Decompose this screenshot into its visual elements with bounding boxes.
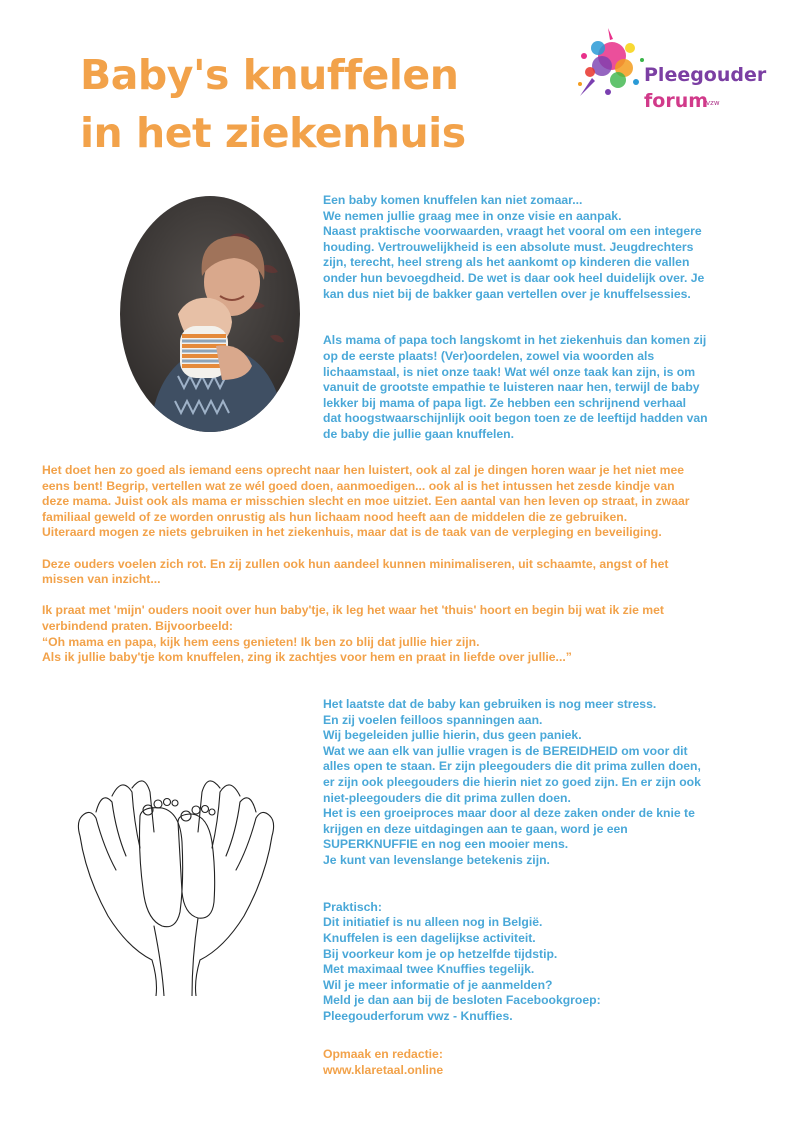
practical-line: Meld je dan aan bij de besloten Facebookgroep: bbox=[323, 993, 601, 1008]
closing-line: Het is een groeiproces maar door al deze zaken onder de knie te bbox=[323, 806, 695, 821]
middle-line: eens bent! Begrip, vertellen wat ze wél goed doen, aanmoedigen... ook al is het intussen het zesde kindje van bbox=[42, 478, 675, 493]
credits bbox=[323, 1047, 443, 1078]
middle-line: familiaal geweld of ze worden onrustig als hun lichaam nood heeft aan de middelen die ze gebruiken. bbox=[42, 509, 628, 524]
closing-line: niet-pleegouders die dit prima zullen doen. bbox=[323, 790, 571, 805]
intro-line: houding. Vertrouwelijkheid is een absolute must. Jeugdrechters bbox=[323, 239, 694, 254]
hands-holding-baby-feet-illustration bbox=[76, 776, 276, 996]
closing-line: alles open te staan. Er zijn pleegouders die dit prima zullen doen, bbox=[323, 759, 701, 774]
practical-line: Dit initiatief is nu alleen nog in België. bbox=[323, 915, 543, 930]
intro-line: de baby die jullie gaan knuffelen. bbox=[323, 426, 514, 441]
practical-line: Wil je meer informatie of je aanmelden? bbox=[323, 977, 553, 992]
middle-line: missen van inzicht... bbox=[42, 572, 161, 587]
closing-line: Je kunt van levenslange betekenis zijn. bbox=[323, 852, 550, 867]
paint-splash-icon bbox=[572, 26, 652, 122]
middle-line: verbindend praten. Bijvoorbeeld: bbox=[42, 618, 233, 633]
intro-line: kan dus niet bij de bakker gaan vertellen over je knuffelsessies. bbox=[323, 286, 691, 301]
logo-text-forum: forum bbox=[644, 90, 709, 112]
closing-line: SUPERKNUFFIE en nog een mooier mens. bbox=[323, 837, 569, 852]
closing-text bbox=[323, 697, 701, 1024]
closing-line: Wij begeleiden jullie hierin, dus geen paniek. bbox=[323, 728, 582, 743]
middle-line: deze mama. Juist ook als mama er misschien slecht en moe uitziet. Een aantal van hen leven op straat, in zwaar bbox=[42, 494, 690, 509]
intro-line: dat hoogstwaarschijnlijk ooit begon toen ze de leeftijd hadden van bbox=[323, 411, 708, 426]
intro-line: op de eerste plaats! (Ver)oordelen, zowel via woorden als bbox=[323, 348, 655, 363]
logo-text-pleegouder: Pleegouder bbox=[644, 64, 767, 86]
closing-line: Wat we aan elk van jullie vragen is de BEREIDHEID om voor dit bbox=[323, 743, 688, 758]
intro-line: Een baby komen knuffelen kan niet zomaar... bbox=[323, 193, 583, 207]
intro-line: We nemen jullie graag mee in onze visie en aanpak. bbox=[323, 208, 622, 223]
closing-line: En zij voelen feilloos spanningen aan. bbox=[323, 712, 543, 727]
quote-line: Als ik jullie baby'tje kom knuffelen, zing ik zachtjes voor hem en praat in liefde over jullie...” bbox=[42, 650, 572, 665]
credits-heading: Opmaak en redactie: bbox=[323, 1047, 443, 1061]
intro-line: Naast praktische voorwaarden, vraagt het vooral om een integere bbox=[323, 224, 702, 239]
practical-line: Met maximaal twee Knuffies tegelijk. bbox=[323, 962, 535, 977]
intro-line: lekker bij mama of papa ligt. Ze hebben een schrijnend verhaal bbox=[323, 395, 687, 410]
practical-line: Bij voorkeur kom je op hetzelfde tijdstip. bbox=[323, 946, 558, 961]
title-line-2: in het ziekenhuis bbox=[80, 109, 466, 157]
practical-heading: Praktisch: bbox=[323, 899, 382, 914]
intro-line: lichaamstaal, is niet onze taak! Wat wél onze taak kan zijn, is om bbox=[323, 364, 696, 379]
credits-url: www.klaretaal.online bbox=[323, 1062, 444, 1077]
intro-line: onder hun bevoegdheid. De wet is daar ook heel duidelijk over. Je bbox=[323, 270, 705, 285]
intro-line: Als mama of papa toch langskomt in het ziekenhuis dan komen zij bbox=[323, 333, 707, 348]
closing-line: er zijn ook pleegouders die hierin niet zo goed zijn. En er zijn ook bbox=[323, 774, 701, 789]
page-title bbox=[80, 46, 466, 162]
photo-woman-holding-baby bbox=[120, 196, 300, 432]
closing-line: krijgen en deze uitdagingen aan te gaan, word je een bbox=[323, 821, 628, 836]
intro-line: zijn, terecht, heel streng als het aankomt op kinderen die vallen bbox=[323, 255, 690, 270]
closing-line: Het laatste dat de baby kan gebruiken is nog meer stress. bbox=[323, 697, 657, 711]
pleegouderforum-logo bbox=[572, 26, 772, 122]
intro-text bbox=[323, 193, 708, 443]
title-line-1: Baby's knuffelen bbox=[80, 51, 459, 99]
middle-line: Het doet hen zo goed als iemand eens oprecht naar hen luistert, ook al zal je dingen horen waar je het niet mee bbox=[42, 463, 685, 477]
practical-line: Knuffelen is een dagelijkse activiteit. bbox=[323, 930, 536, 945]
middle-text bbox=[42, 463, 762, 666]
middle-line: Uiteraard mogen ze niets gebruiken in het ziekenhuis, maar dat is de taak van de verpleging en beveiliging. bbox=[42, 525, 662, 540]
quote-line: “Oh mama en papa, kijk hem eens genieten! Ik ben zo blij dat jullie hier zijn. bbox=[42, 634, 480, 649]
intro-line: vanuit de grootste empathie te luisteren naar hen, terwijl de baby bbox=[323, 380, 700, 395]
middle-line: Ik praat met 'mijn' ouders nooit over hun baby'tje, ik leg het waar het 'thuis' hoort en begin bij wat ik zie met bbox=[42, 603, 664, 618]
logo-text-vzw: vzw bbox=[706, 99, 720, 107]
practical-line: Pleegouderforum vwz - Knuffies. bbox=[323, 1008, 513, 1023]
middle-line: Deze ouders voelen zich rot. En zij zullen ook hun aandeel kunnen minimaliseren, uit schaamte, angst of het bbox=[42, 556, 669, 571]
